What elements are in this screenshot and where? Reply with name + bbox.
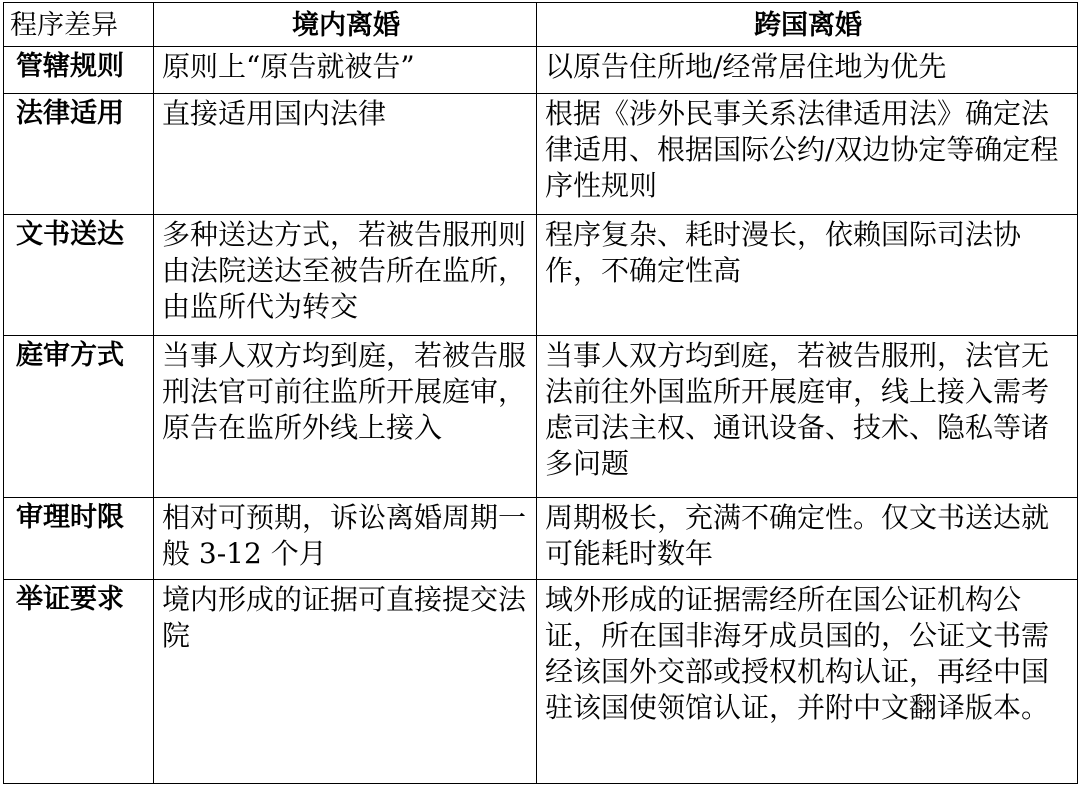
row-label-trial-period: 审理时限 [4,498,154,579]
cell-crossborder-service-of-documents: 程序复杂、耗时漫长，依赖国际司法协作，不确定性高 [537,214,1078,335]
header-procedure-difference: 程序差异 [4,3,154,47]
table-row [4,47,1078,94]
cell-domestic-evidence-requirements: 境内形成的证据可直接提交法院 [154,579,537,783]
cell-domestic-trial-method: 当事人双方均到庭，若被告服刑法官可前往监所开展庭审，原告在监所外线上接入 [154,335,537,498]
row-label-service-of-documents: 文书送达 [4,214,154,335]
cell-crossborder-trial-method: 当事人双方均到庭，若被告服刑，法官无法前往外国监所开展庭审，线上接入需考虑司法主权、通讯设备、技术、隐私等诸多问题 [537,335,1078,498]
row-label-jurisdiction: 管辖规则 [4,47,154,94]
row-label-evidence-requirements: 举证要求 [4,579,154,783]
header-domestic-divorce: 境内离婚 [154,3,537,47]
row-label-applicable-law: 法律适用 [4,93,154,214]
cell-domestic-trial-period: 相对可预期，诉讼离婚周期一般 3-12 个月 [154,498,537,579]
comparison-table [3,2,1078,784]
cell-domestic-applicable-law: 直接适用国内法律 [154,93,537,214]
table-row [4,579,1078,783]
table-row [4,498,1078,579]
cell-domestic-service-of-documents: 多种送达方式，若被告服刑则由法院送达至被告所在监所，由监所代为转交 [154,214,537,335]
cell-crossborder-evidence-requirements: 域外形成的证据需经所在国公证机构公证，所在国非海牙成员国的，公证文书需经该国外交部或授权机构认证，再经中国驻该国使领馆认证，并附中文翻译版本。 [537,579,1078,783]
header-cross-border-divorce: 跨国离婚 [537,3,1078,47]
table-row [4,214,1078,335]
cell-domestic-jurisdiction: 原则上“原告就被告” [154,47,537,94]
cell-crossborder-trial-period: 周期极长，充满不确定性。仅文书送达就可能耗时数年 [537,498,1078,579]
cell-crossborder-applicable-law: 根据《涉外民事关系法律适用法》确定法律适用、根据国际公约/双边协定等确定程序性规则 [537,93,1078,214]
table-row [4,93,1078,214]
table-header-row [4,3,1078,47]
cell-crossborder-jurisdiction: 以原告住所地/经常居住地为优先 [537,47,1078,94]
table-row [4,335,1078,498]
row-label-trial-method: 庭审方式 [4,335,154,498]
